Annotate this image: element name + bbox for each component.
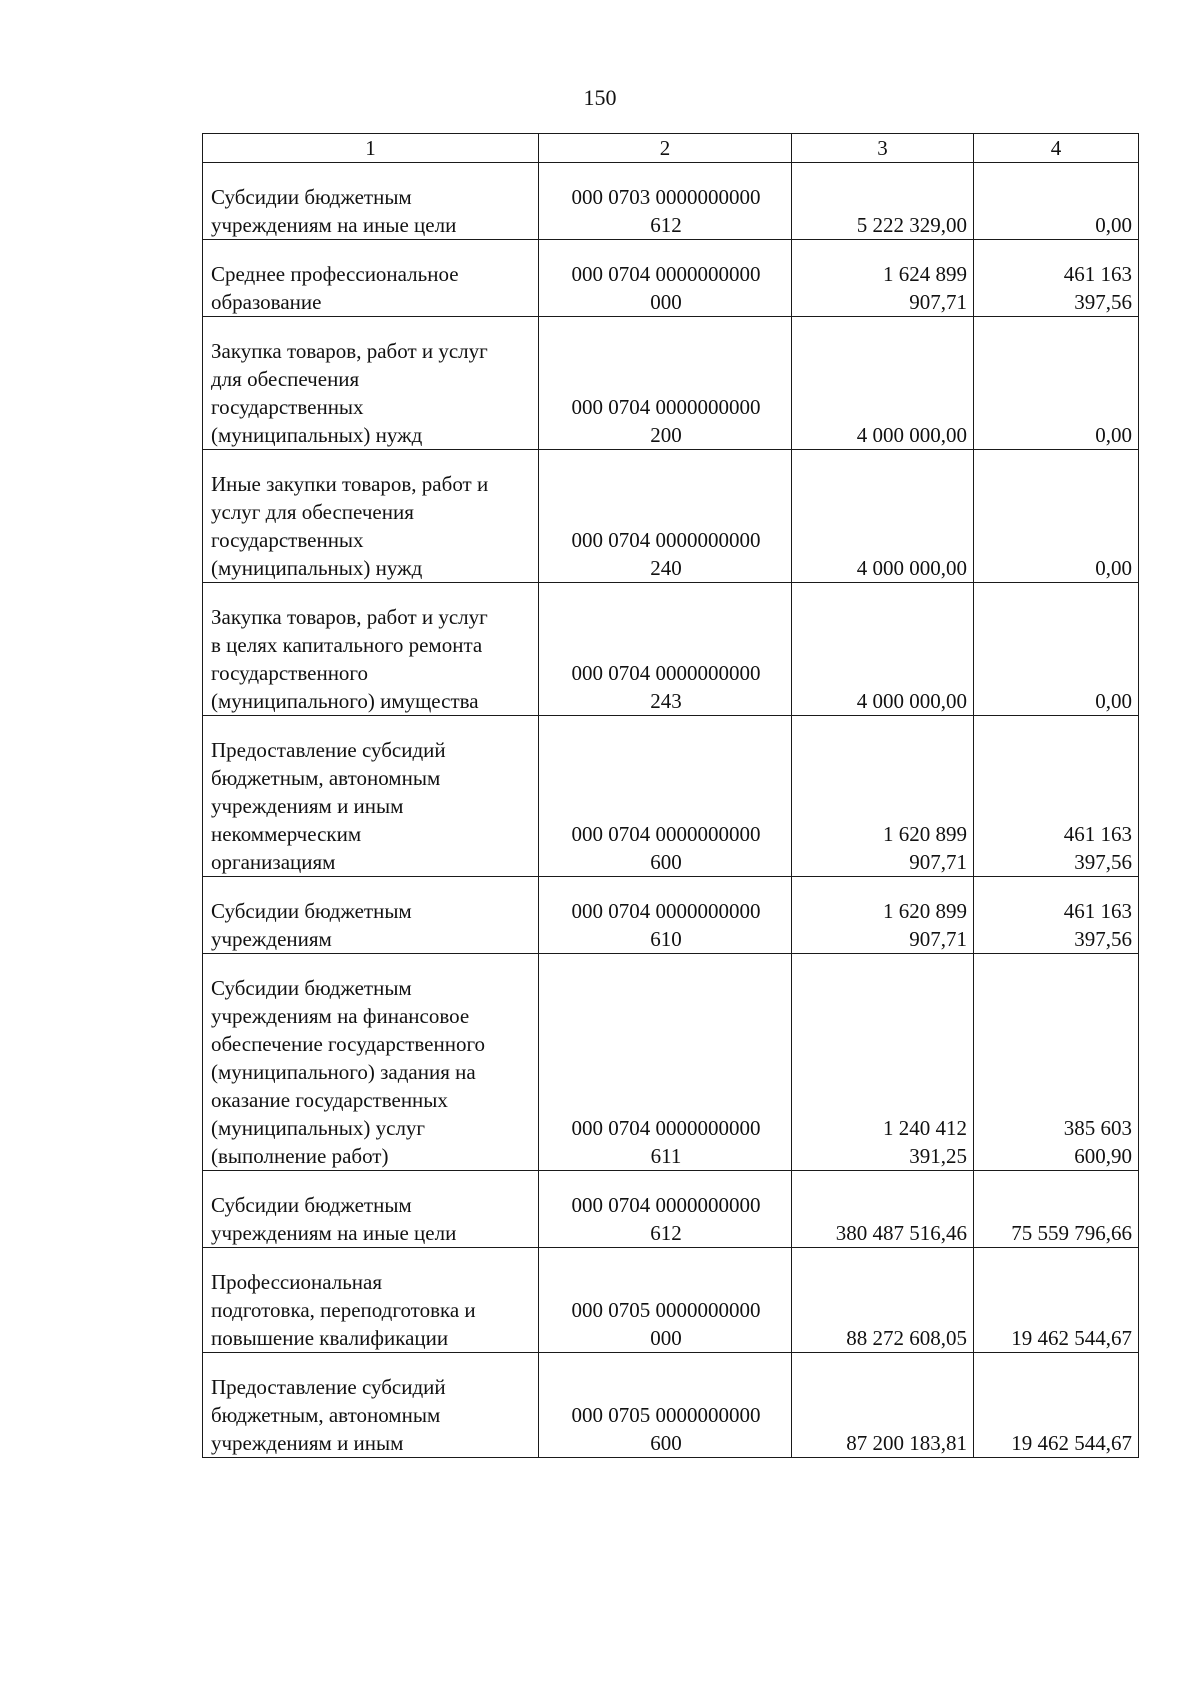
executed-amount-line: 461 163 (1063, 262, 1132, 286)
budget-code-cell (539, 1171, 792, 1248)
planned-amount-line: 1 624 899 (883, 262, 967, 286)
budget-code-line: 000 (650, 290, 682, 314)
item-name-line: государственных (211, 395, 364, 419)
executed-amount-line: 75 559 796,66 (1011, 1221, 1132, 1245)
budget-code-line: 612 (650, 1221, 682, 1245)
table-header (203, 134, 1139, 163)
item-name-cell (203, 163, 539, 240)
executed-amount-line: 397,56 (1074, 850, 1132, 874)
item-name-line: для обеспечения (211, 367, 360, 391)
budget-code-line: 000 0704 0000000000 (571, 1116, 761, 1140)
item-name-line: организациям (211, 850, 336, 874)
item-name-cell (203, 240, 539, 317)
item-name-cell (203, 954, 539, 1171)
item-name-line: некоммерческим (211, 822, 362, 846)
budget-code-line: 600 (650, 850, 682, 874)
executed-amount-cell (974, 954, 1139, 1171)
budget-code-cell (539, 954, 792, 1171)
budget-code-cell (539, 317, 792, 450)
item-name-line: Субсидии бюджетным (211, 185, 412, 209)
executed-amount-cell (974, 240, 1139, 317)
executed-amount-line: 397,56 (1074, 927, 1132, 951)
planned-amount-line: 907,71 (909, 850, 967, 874)
budget-code-line: 000 0703 0000000000 (571, 185, 761, 209)
table-row (203, 877, 1139, 954)
budget-code-line: 610 (650, 927, 682, 951)
header-column-4: 4 (974, 134, 1139, 163)
budget-code-line: 200 (650, 423, 682, 447)
item-name-line: обеспечение государственного (211, 1032, 486, 1056)
executed-amount-cell (974, 1248, 1139, 1353)
item-name-line: (муниципальных) услуг (211, 1116, 426, 1140)
planned-amount-line: 1 620 899 (883, 899, 967, 923)
executed-amount-cell (974, 317, 1139, 450)
item-name-line: учреждениям и иным (211, 794, 404, 818)
budget-code-cell (539, 1248, 792, 1353)
table-row (203, 716, 1139, 877)
planned-amount-line: 87 200 183,81 (846, 1431, 967, 1455)
planned-amount-line: 4 000 000,00 (856, 423, 967, 447)
header-column-3: 3 (792, 134, 974, 163)
item-name-cell (203, 317, 539, 450)
item-name-line: (муниципальных) нужд (211, 556, 423, 580)
budget-code-line: 000 0704 0000000000 (571, 661, 761, 685)
executed-amount-line: 461 163 (1063, 822, 1132, 846)
item-name-line: Субсидии бюджетным (211, 976, 412, 1000)
executed-amount-cell (974, 583, 1139, 716)
executed-amount-cell (974, 1171, 1139, 1248)
budget-code-line: 600 (650, 1431, 682, 1455)
item-name-line: учреждениям и иным (211, 1431, 404, 1455)
item-name-line: Субсидии бюджетным (211, 1193, 412, 1217)
executed-amount-line: 0,00 (1095, 689, 1132, 713)
planned-amount-line: 4 000 000,00 (856, 689, 967, 713)
planned-amount-cell (792, 583, 974, 716)
item-name-line: Профессиональная (211, 1270, 383, 1294)
planned-amount-line: 391,25 (909, 1144, 967, 1168)
table-row (203, 954, 1139, 1171)
executed-amount-cell (974, 163, 1139, 240)
executed-amount-cell (974, 716, 1139, 877)
planned-amount-cell (792, 240, 974, 317)
budget-code-line: 000 0704 0000000000 (571, 822, 761, 846)
item-name-cell (203, 583, 539, 716)
budget-code-cell (539, 1353, 792, 1458)
budget-code-line: 240 (650, 556, 682, 580)
item-name-line: повышение квалификации (211, 1326, 449, 1350)
executed-amount-line: 19 462 544,67 (1011, 1326, 1132, 1350)
executed-amount-line: 0,00 (1095, 213, 1132, 237)
item-name-line: государственных (211, 528, 364, 552)
planned-amount-line: 5 222 329,00 (856, 213, 967, 237)
planned-amount-cell (792, 716, 974, 877)
item-name-line: Закупка товаров, работ и услуг (211, 605, 488, 629)
budget-code-line: 000 0704 0000000000 (571, 395, 761, 419)
page-number: 150 (583, 85, 617, 110)
planned-amount-line: 907,71 (909, 927, 967, 951)
budget-code-line: 000 0704 0000000000 (571, 262, 761, 286)
budget-code-line: 611 (650, 1144, 682, 1168)
item-name-line: бюджетным, автономным (211, 766, 441, 790)
table-row (203, 450, 1139, 583)
executed-amount-line: 0,00 (1095, 423, 1132, 447)
budget-code-line: 000 0704 0000000000 (571, 1193, 761, 1217)
table-row (203, 1248, 1139, 1353)
header-column-2: 2 (539, 134, 792, 163)
budget-code-cell (539, 163, 792, 240)
item-name-line: услуг для обеспечения (211, 500, 414, 524)
executed-amount-line: 397,56 (1074, 290, 1132, 314)
header-column-1: 1 (203, 134, 539, 163)
item-name-line: учреждениям на финансовое (211, 1004, 470, 1028)
item-name-line: Предоставление субсидий (211, 1375, 446, 1399)
planned-amount-cell (792, 954, 974, 1171)
budget-code-line: 612 (650, 213, 682, 237)
table-row (203, 240, 1139, 317)
item-name-cell (203, 877, 539, 954)
item-name-cell (203, 1171, 539, 1248)
planned-amount-line: 907,71 (909, 290, 967, 314)
budget-code-cell (539, 583, 792, 716)
table-row (203, 1171, 1139, 1248)
item-name-line: (муниципальных) нужд (211, 423, 423, 447)
budget-code-line: 000 0704 0000000000 (571, 528, 761, 552)
item-name-line: Иные закупки товаров, работ и (211, 472, 489, 496)
item-name-line: учреждениям на иные цели (211, 213, 457, 237)
planned-amount-line: 88 272 608,05 (846, 1326, 967, 1350)
item-name-line: Среднее профессиональное (211, 262, 459, 286)
item-name-line: Субсидии бюджетным (211, 899, 412, 923)
header-row (203, 134, 1139, 163)
item-name-line: учреждениям (211, 927, 332, 951)
executed-amount-cell (974, 450, 1139, 583)
planned-amount-cell (792, 450, 974, 583)
budget-code-cell (539, 450, 792, 583)
budget-code-cell (539, 716, 792, 877)
item-name-line: государственного (211, 661, 369, 685)
item-name-line: (выполнение работ) (211, 1144, 389, 1168)
item-name-cell (203, 1353, 539, 1458)
budget-code-line: 000 0704 0000000000 (571, 899, 761, 923)
executed-amount-line: 461 163 (1063, 899, 1132, 923)
planned-amount-line: 1 620 899 (883, 822, 967, 846)
planned-amount-cell (792, 877, 974, 954)
planned-amount-cell (792, 1248, 974, 1353)
item-name-line: учреждениям на иные цели (211, 1221, 457, 1245)
item-name-line: Предоставление субсидий (211, 738, 446, 762)
budget-code-line: 000 0705 0000000000 (571, 1298, 761, 1322)
item-name-line: подготовка, переподготовка и (211, 1298, 476, 1322)
executed-amount-line: 385 603 (1063, 1116, 1132, 1140)
item-name-line: (муниципального) имущества (211, 689, 479, 713)
planned-amount-line: 1 240 412 (883, 1116, 967, 1140)
item-name-line: Закупка товаров, работ и услуг (211, 339, 488, 363)
executed-amount-cell (974, 1353, 1139, 1458)
table-row (203, 1353, 1139, 1458)
planned-amount-line: 4 000 000,00 (856, 556, 967, 580)
planned-amount-cell (792, 1171, 974, 1248)
executed-amount-cell (974, 877, 1139, 954)
item-name-cell (203, 450, 539, 583)
budget-code-line: 243 (650, 689, 682, 713)
budget-code-line: 000 (650, 1326, 682, 1350)
budget-code-cell (539, 877, 792, 954)
item-name-line: образование (211, 290, 322, 314)
planned-amount-cell (792, 163, 974, 240)
budget-code-line: 000 0705 0000000000 (571, 1403, 761, 1427)
table-row (203, 317, 1139, 450)
item-name-line: бюджетным, автономным (211, 1403, 441, 1427)
item-name-line: в целях капитального ремонта (211, 633, 483, 657)
planned-amount-line: 380 487 516,46 (835, 1221, 967, 1245)
table-body (203, 163, 1139, 1458)
item-name-cell (203, 716, 539, 877)
table-row (203, 583, 1139, 716)
planned-amount-cell (792, 1353, 974, 1458)
item-name-cell (203, 1248, 539, 1353)
budget-table (202, 133, 1139, 1458)
planned-amount-cell (792, 317, 974, 450)
executed-amount-line: 600,90 (1074, 1144, 1132, 1168)
budget-code-cell (539, 240, 792, 317)
executed-amount-line: 19 462 544,67 (1011, 1431, 1132, 1455)
item-name-line: (муниципального) задания на (211, 1060, 476, 1084)
table-row (203, 163, 1139, 240)
executed-amount-line: 0,00 (1095, 556, 1132, 580)
item-name-line: оказание государственных (211, 1088, 448, 1112)
